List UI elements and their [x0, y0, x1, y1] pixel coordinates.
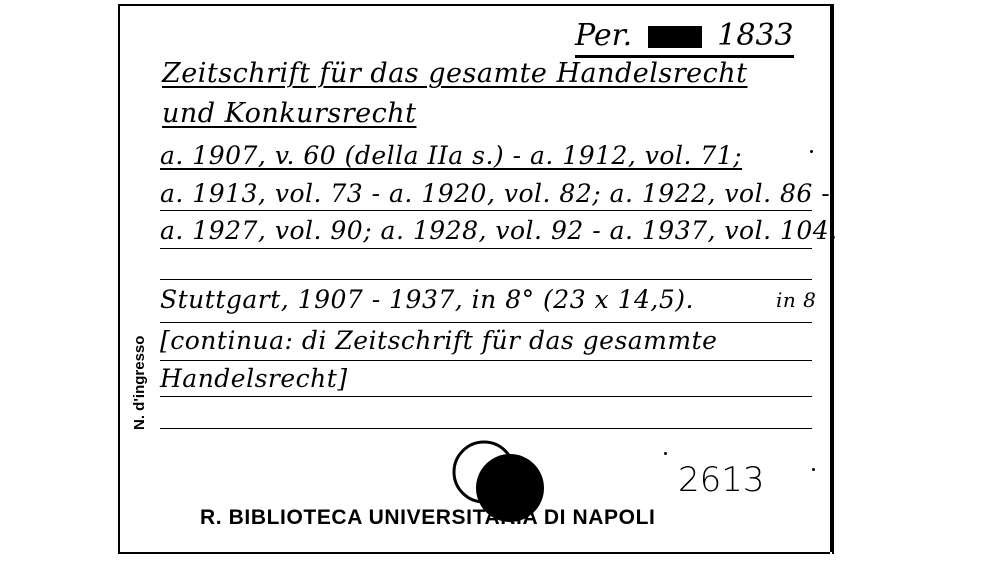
accession-number-label	[131, 404, 271, 430]
shelfmark-prefix: Per.	[575, 18, 633, 53]
rule	[160, 322, 812, 323]
card-bottom-edge	[118, 552, 830, 554]
imprint-note: in 8	[776, 288, 817, 312]
holdings-line-2: a. 1913, vol. 73 - a. 1920, vol. 82; a. 1922, vol. 86 -	[160, 179, 831, 208]
speck	[810, 150, 813, 153]
rule	[160, 396, 812, 397]
rule	[160, 210, 812, 211]
rule	[160, 360, 812, 361]
rule	[160, 248, 812, 249]
holdings-line-1: a. 1907, v. 60 (della IIa s.) - a. 1912, vol. 71;	[160, 141, 743, 170]
inventory-number: 2613	[678, 460, 765, 500]
library-name: R. BIBLIOTECA UNIVERSITARIA DI NAPOLI	[200, 506, 656, 529]
title-line-2: und Konkursrecht	[162, 98, 417, 129]
redacted-mark	[648, 26, 702, 48]
holdings-line-3: a. 1927, vol. 90; a. 1928, vol. 92 - a. 1937, vol. 104.	[160, 216, 838, 245]
continuation-line-2: Handelsrecht]	[160, 364, 348, 393]
continuation-line-1: [continua: di Zeitschrift für das gesammte	[160, 326, 718, 355]
shelfmark-number: 1833	[717, 18, 794, 53]
card-right-edge	[830, 4, 832, 552]
speck	[664, 452, 667, 455]
speck	[812, 468, 815, 471]
title-line-1: Zeitschrift für das gesamte Handelsrecht	[162, 58, 748, 89]
shelfmark	[575, 18, 794, 58]
rule	[160, 279, 812, 280]
imprint-line: Stuttgart, 1907 - 1937, in 8° (23 x 14,5).	[160, 285, 694, 314]
